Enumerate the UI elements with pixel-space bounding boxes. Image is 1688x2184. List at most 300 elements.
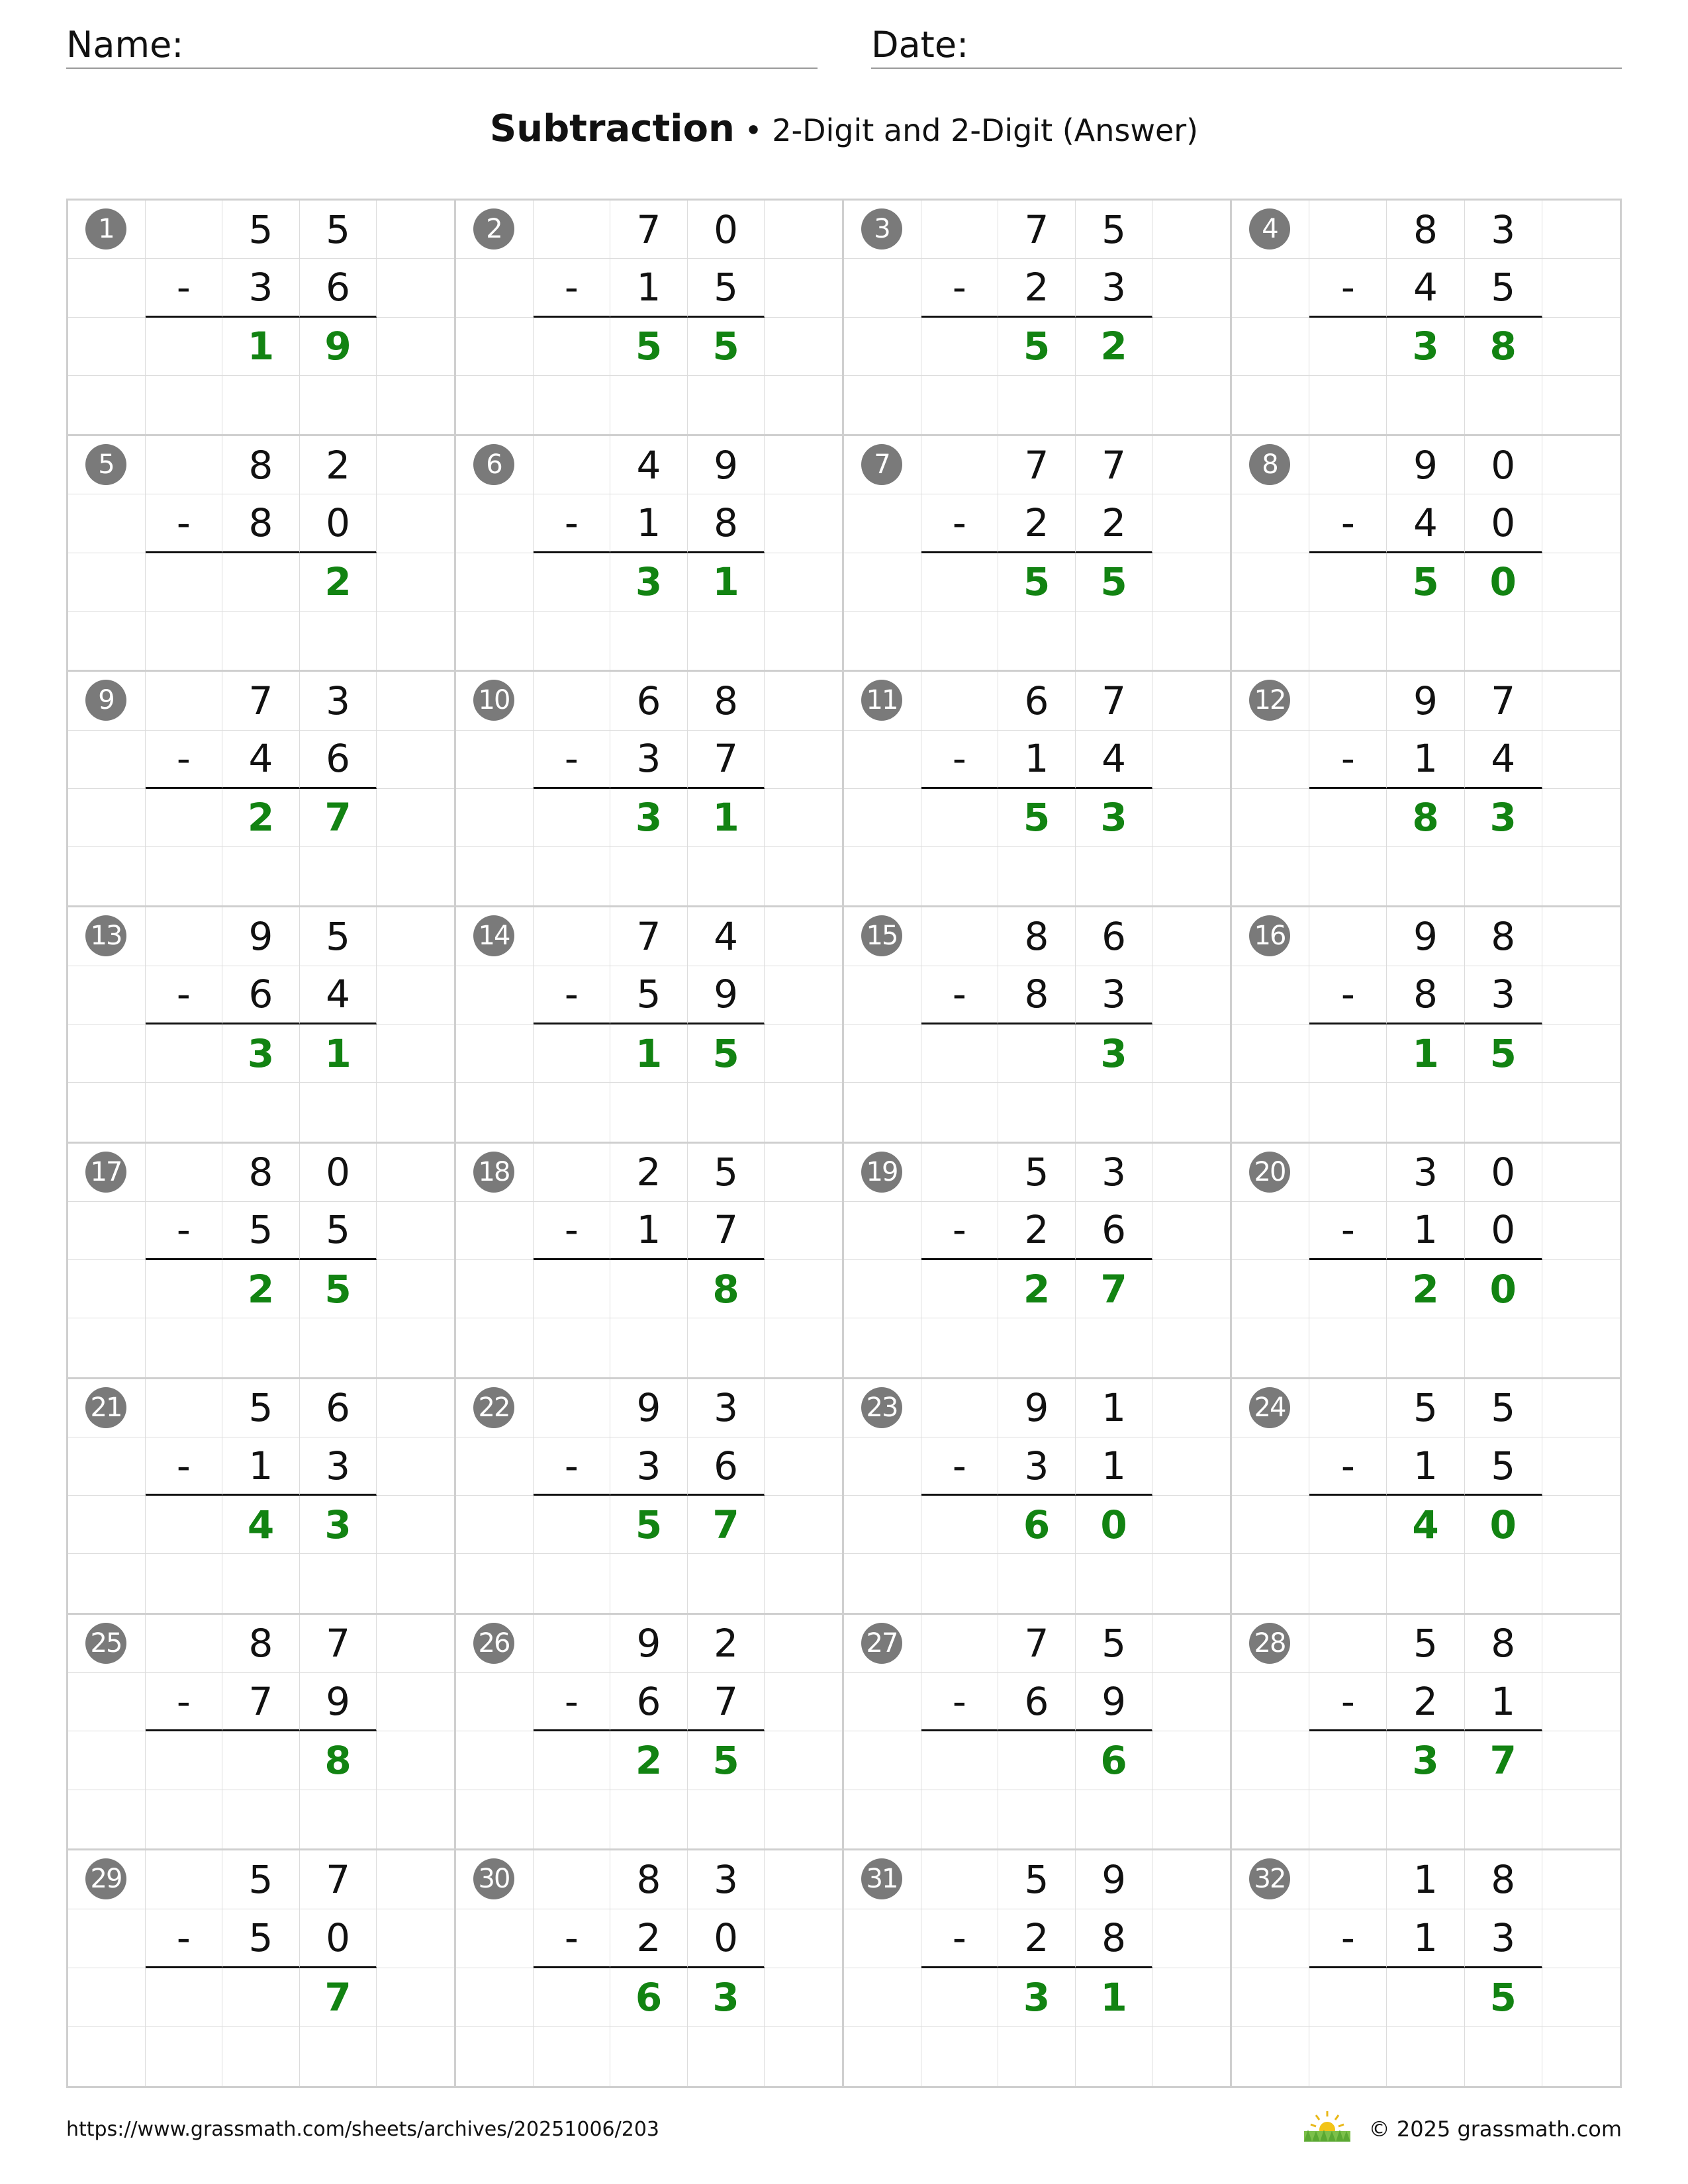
minus-sign: -: [146, 731, 223, 789]
grid-cell: [68, 1909, 146, 1968]
date-label: Date:: [871, 24, 969, 66]
subtrahend-digit: 1: [1387, 1202, 1464, 1260]
grid-cell: [765, 1554, 842, 1612]
grid-cell: [1076, 612, 1153, 670]
grid-cell: [1542, 1554, 1620, 1612]
problem-22: [456, 1379, 844, 1615]
date-field[interactable]: [871, 23, 1622, 69]
grid-cell: [921, 376, 999, 434]
grid-cell: [1152, 1554, 1230, 1612]
answer-digit: 6: [610, 1968, 688, 2027]
grid-cell: [1465, 376, 1542, 434]
answer-digit: 1: [222, 318, 300, 376]
grid-cell: [1542, 494, 1620, 553]
minuend-digit: 9: [222, 907, 300, 966]
problem-number-badge: 9: [85, 680, 126, 721]
problem-27: [844, 1615, 1232, 1850]
grid-cell: [68, 1790, 146, 1848]
minuend-digit: 5: [300, 201, 377, 259]
grid-cell: [1542, 1083, 1620, 1141]
grid-cell: [765, 376, 842, 434]
subtrahend-digit: 2: [610, 1909, 688, 1968]
subtrahend-digit: 1: [610, 259, 688, 317]
grid-cell: [1465, 1083, 1542, 1141]
minuend-digit: 6: [998, 672, 1076, 730]
grid-cell: [921, 1968, 999, 2027]
subtrahend-digit: 4: [300, 966, 377, 1024]
answer-digit: 5: [998, 553, 1076, 612]
subtrahend-digit: 5: [688, 259, 765, 317]
answer-digit: 1: [688, 789, 765, 847]
grid-cell: [998, 1083, 1076, 1141]
answer-digit: 2: [610, 1731, 688, 1790]
grid-cell: [1232, 731, 1309, 789]
problem-9: [68, 672, 456, 907]
grid-cell: [1542, 1850, 1620, 1909]
minuend-digit: 8: [688, 672, 765, 730]
grid-cell: [456, 1318, 534, 1377]
grid-cell: [1542, 259, 1620, 317]
grid-cell: [1542, 847, 1620, 905]
subtrahend-digit: 1: [998, 731, 1076, 789]
minuend-digit: 5: [998, 1144, 1076, 1202]
answer-digit: 7: [688, 1496, 765, 1554]
problem-number-badge: 24: [1249, 1387, 1290, 1428]
subtrahend-digit: 2: [1076, 494, 1153, 553]
subtrahend-digit: 9: [1076, 1673, 1153, 1731]
grid-cell: [222, 1790, 300, 1848]
grid-cell: [1232, 966, 1309, 1024]
grid-cell: [377, 1790, 454, 1848]
grid-cell: [1542, 1318, 1620, 1377]
grid-cell: [222, 2027, 300, 2086]
grid-cell: [1152, 553, 1230, 612]
grid-cell: [146, 553, 223, 612]
minuend-digit: 0: [1465, 436, 1542, 494]
minuend-digit: 6: [610, 672, 688, 730]
grid-cell: [68, 789, 146, 847]
answer-digit: 1: [1076, 1968, 1153, 2027]
minuend-digit: 7: [610, 201, 688, 259]
grid-cell: [921, 789, 999, 847]
grid-cell: [68, 612, 146, 670]
minuend-digit: 1: [1076, 1379, 1153, 1437]
grid-cell: [1309, 376, 1387, 434]
grid-cell: [688, 1318, 765, 1377]
grid-cell: [68, 1731, 146, 1790]
grid-cell: [456, 1202, 534, 1260]
grid-cell: [456, 318, 534, 376]
grid-cell: [1542, 1673, 1620, 1731]
grid-cell: [377, 1144, 454, 1202]
grid-cell: [1542, 612, 1620, 670]
grid-cell: [844, 1673, 921, 1731]
answer-digit: 2: [300, 553, 377, 612]
answer-digit: 7: [1076, 1260, 1153, 1318]
minuend-digit: 9: [688, 436, 765, 494]
problem-7: [844, 436, 1232, 672]
grid-cell: [844, 553, 921, 612]
answer-digit: 5: [998, 318, 1076, 376]
grid-cell: [765, 201, 842, 259]
problem-30: [456, 1850, 844, 2086]
minuend-digit: 5: [1076, 1615, 1153, 1673]
grid-cell: [1152, 789, 1230, 847]
grid-cell: [1542, 553, 1620, 612]
subtrahend-digit: 8: [1387, 966, 1464, 1024]
grid-cell: [456, 2027, 534, 2086]
grid-cell: [534, 1318, 611, 1377]
problem-number-badge: 6: [473, 444, 514, 485]
problem-number-badge: 23: [861, 1387, 902, 1428]
subtrahend-digit: 6: [998, 1673, 1076, 1731]
grid-cell: [1387, 847, 1464, 905]
minuend-digit: 9: [1076, 1850, 1153, 1909]
grid-cell: [610, 1083, 688, 1141]
problem-number-badge: 7: [861, 444, 902, 485]
grid-cell: [688, 612, 765, 670]
subtrahend-digit: 0: [1465, 1202, 1542, 1260]
problem-10: [456, 672, 844, 907]
grid-cell: [534, 847, 611, 905]
answer-digit: 5: [688, 1731, 765, 1790]
grid-cell: [68, 1202, 146, 1260]
grid-cell: [1542, 1437, 1620, 1496]
grid-cell: [688, 1790, 765, 1848]
grid-cell: [456, 1673, 534, 1731]
subtrahend-digit: 6: [300, 259, 377, 317]
minuend-digit: 1: [1387, 1850, 1464, 1909]
answer-digit: 5: [688, 318, 765, 376]
problem-number-badge: 30: [473, 1858, 514, 1899]
problem-6: [456, 436, 844, 672]
grid-cell: [146, 1496, 223, 1554]
problem-number-badge: 20: [1249, 1152, 1290, 1193]
grid-cell: [1232, 612, 1309, 670]
grid-cell: [1232, 318, 1309, 376]
grid-cell: [68, 376, 146, 434]
problem-17: [68, 1144, 456, 1379]
name-field[interactable]: [66, 23, 818, 69]
grid-cell: [456, 966, 534, 1024]
minus-sign: -: [1309, 494, 1387, 553]
grid-cell: [765, 553, 842, 612]
problem-number-badge: 16: [1249, 915, 1290, 956]
grid-cell: [534, 1790, 611, 1848]
grid-cell: [998, 612, 1076, 670]
grid-cell: [765, 1615, 842, 1673]
grid-cell: [300, 376, 377, 434]
minus-sign: -: [534, 494, 611, 553]
minuend-digit: 6: [1076, 907, 1153, 966]
grid-cell: [146, 847, 223, 905]
footer-copyright: © 2025 grassmath.com: [1368, 2116, 1622, 2142]
grid-cell: [765, 1909, 842, 1968]
grid-cell: [146, 1083, 223, 1141]
answer-digit: 5: [610, 318, 688, 376]
answer-digit: 4: [222, 1496, 300, 1554]
subtrahend-digit: 3: [1465, 966, 1542, 1024]
grid-cell: [456, 376, 534, 434]
subtrahend-digit: 8: [688, 494, 765, 553]
subtrahend-digit: 1: [222, 1437, 300, 1496]
answer-digit: 3: [1387, 318, 1464, 376]
answer-digit: 2: [1387, 1260, 1464, 1318]
problem-26: [456, 1615, 844, 1850]
subtrahend-digit: 8: [1076, 1909, 1153, 1968]
minus-sign: -: [534, 259, 611, 317]
minus-sign: -: [1309, 1909, 1387, 1968]
grid-cell: [68, 966, 146, 1024]
answer-digit: 8: [300, 1731, 377, 1790]
minuend-digit: 2: [610, 1144, 688, 1202]
minuend-digit: 9: [1387, 672, 1464, 730]
minus-sign: -: [921, 1437, 999, 1496]
grid-cell: [921, 1024, 999, 1083]
grid-cell: [377, 1731, 454, 1790]
grid-cell: [610, 1790, 688, 1848]
subtrahend-digit: 3: [1076, 259, 1153, 317]
grid-cell: [1309, 1379, 1387, 1437]
subtrahend-digit: 6: [688, 1437, 765, 1496]
grid-cell: [1152, 1673, 1230, 1731]
grid-cell: [1232, 847, 1309, 905]
grid-cell: [222, 612, 300, 670]
grid-cell: [377, 907, 454, 966]
grid-cell: [1232, 1496, 1309, 1554]
grid-cell: [534, 1731, 611, 1790]
grid-cell: [921, 553, 999, 612]
subtrahend-digit: 3: [610, 731, 688, 789]
grid-cell: [377, 201, 454, 259]
grid-cell: [377, 966, 454, 1024]
problem-number-badge: 32: [1249, 1858, 1290, 1899]
grid-cell: [456, 1968, 534, 2027]
grid-cell: [1152, 612, 1230, 670]
problem-number-badge: 31: [861, 1858, 902, 1899]
grid-cell: [1232, 2027, 1309, 2086]
answer-digit: [610, 1260, 688, 1318]
grid-cell: [1232, 259, 1309, 317]
answer-digit: 6: [998, 1496, 1076, 1554]
grid-cell: [765, 789, 842, 847]
grid-cell: [377, 1850, 454, 1909]
grid-cell: [610, 376, 688, 434]
answer-digit: 5: [1465, 1968, 1542, 2027]
answer-digit: 0: [1076, 1496, 1153, 1554]
grid-cell: [765, 1379, 842, 1437]
grid-cell: [377, 318, 454, 376]
grid-cell: [1152, 1968, 1230, 2027]
grid-cell: [222, 376, 300, 434]
answer-digit: 5: [1076, 553, 1153, 612]
grid-cell: [765, 1144, 842, 1202]
grid-cell: [534, 1260, 611, 1318]
problem-18: [456, 1144, 844, 1379]
subtrahend-digit: 1: [1465, 1673, 1542, 1731]
answer-digit: 2: [1076, 318, 1153, 376]
minuend-digit: 5: [688, 1144, 765, 1202]
minuend-digit: 7: [300, 1615, 377, 1673]
grid-cell: [456, 731, 534, 789]
minuend-digit: 9: [610, 1615, 688, 1673]
minuend-digit: 8: [1465, 1850, 1542, 1909]
grid-cell: [765, 847, 842, 905]
grid-cell: [844, 1554, 921, 1612]
grid-cell: [1152, 847, 1230, 905]
grid-cell: [1152, 672, 1230, 730]
subtrahend-digit: 2: [998, 1202, 1076, 1260]
grid-cell: [377, 1615, 454, 1673]
answer-digit: 3: [1076, 1024, 1153, 1083]
problem-grid: [66, 199, 1622, 2088]
grid-cell: [1152, 201, 1230, 259]
grid-cell: [1076, 1318, 1153, 1377]
subtrahend-digit: 1: [1387, 731, 1464, 789]
grid-cell: [68, 1968, 146, 2027]
grid-cell: [844, 847, 921, 905]
grid-cell: [68, 553, 146, 612]
minus-sign: -: [1309, 731, 1387, 789]
problem-1: [68, 201, 456, 436]
grid-cell: [998, 2027, 1076, 2086]
grid-cell: [765, 1437, 842, 1496]
grid-cell: [1309, 1731, 1387, 1790]
grid-cell: [1387, 1083, 1464, 1141]
grid-cell: [610, 1554, 688, 1612]
grid-cell: [921, 907, 999, 966]
grid-cell: [765, 1260, 842, 1318]
title-main: Subtraction: [489, 107, 735, 150]
grid-cell: [1309, 1850, 1387, 1909]
grid-cell: [765, 1850, 842, 1909]
grid-cell: [844, 1024, 921, 1083]
grid-cell: [610, 1318, 688, 1377]
answer-digit: [1387, 1968, 1464, 2027]
title-subtitle: • 2-Digit and 2-Digit (Answer): [744, 113, 1199, 148]
grid-cell: [921, 1144, 999, 1202]
minus-sign: -: [534, 1437, 611, 1496]
minuend-digit: 0: [688, 201, 765, 259]
grid-cell: [534, 436, 611, 494]
grid-cell: [1232, 376, 1309, 434]
minus-sign: -: [146, 1673, 223, 1731]
subtrahend-digit: 7: [688, 1202, 765, 1260]
grid-cell: [844, 1437, 921, 1496]
grid-cell: [1232, 494, 1309, 553]
grid-cell: [1232, 553, 1309, 612]
grid-cell: [1542, 1909, 1620, 1968]
grid-cell: [1387, 1318, 1464, 1377]
grid-cell: [998, 1554, 1076, 1612]
grid-cell: [921, 318, 999, 376]
grid-cell: [456, 553, 534, 612]
grid-cell: [456, 1790, 534, 1848]
subtrahend-digit: 5: [222, 1202, 300, 1260]
grid-cell: [1387, 612, 1464, 670]
answer-digit: 3: [998, 1968, 1076, 2027]
grid-cell: [844, 1731, 921, 1790]
problem-29: [68, 1850, 456, 2086]
minuend-digit: 7: [998, 1615, 1076, 1673]
subtrahend-digit: 8: [222, 494, 300, 553]
grid-cell: [765, 1024, 842, 1083]
grid-cell: [456, 1437, 534, 1496]
grid-cell: [765, 1790, 842, 1848]
grid-cell: [1309, 1968, 1387, 2027]
grid-cell: [456, 1554, 534, 1612]
grid-cell: [921, 1554, 999, 1612]
problem-number-badge: 11: [861, 680, 902, 721]
grid-cell: [68, 1554, 146, 1612]
grid-cell: [765, 436, 842, 494]
answer-digit: [222, 1731, 300, 1790]
subtrahend-digit: 0: [688, 1909, 765, 1968]
minuend-digit: 7: [998, 436, 1076, 494]
grid-cell: [1232, 1260, 1309, 1318]
minuend-digit: 5: [222, 1850, 300, 1909]
subtrahend-digit: 9: [688, 966, 765, 1024]
grid-cell: [1152, 1202, 1230, 1260]
subtrahend-digit: 4: [1387, 259, 1464, 317]
grid-cell: [68, 1260, 146, 1318]
grid-cell: [68, 847, 146, 905]
minus-sign: -: [146, 1202, 223, 1260]
grid-cell: [1309, 1024, 1387, 1083]
grid-cell: [1232, 1790, 1309, 1848]
grid-cell: [844, 1968, 921, 2027]
minus-sign: -: [146, 1909, 223, 1968]
grid-cell: [1309, 1554, 1387, 1612]
minuend-digit: 8: [1465, 1615, 1542, 1673]
problem-number-badge: 15: [861, 915, 902, 956]
answer-digit: 4: [1387, 1496, 1464, 1554]
minuend-digit: 9: [1387, 436, 1464, 494]
grid-cell: [610, 847, 688, 905]
grid-cell: [1309, 907, 1387, 966]
grid-cell: [68, 1496, 146, 1554]
grid-cell: [1152, 1144, 1230, 1202]
subtrahend-digit: 7: [222, 1673, 300, 1731]
grid-cell: [534, 318, 611, 376]
grid-cell: [688, 1554, 765, 1612]
subtrahend-digit: 0: [1465, 494, 1542, 553]
grid-cell: [1542, 1202, 1620, 1260]
grid-cell: [921, 1615, 999, 1673]
grid-cell: [1152, 1024, 1230, 1083]
minuend-digit: 0: [1465, 1144, 1542, 1202]
grid-cell: [1232, 1731, 1309, 1790]
subtrahend-digit: 1: [610, 494, 688, 553]
grid-cell: [1076, 2027, 1153, 2086]
minus-sign: -: [1309, 966, 1387, 1024]
grid-cell: [68, 1024, 146, 1083]
answer-digit: 5: [998, 789, 1076, 847]
minus-sign: -: [1309, 1202, 1387, 1260]
minuend-digit: 9: [998, 1379, 1076, 1437]
grid-cell: [534, 553, 611, 612]
minuend-digit: 5: [222, 201, 300, 259]
grid-cell: [1232, 1024, 1309, 1083]
grid-cell: [610, 2027, 688, 2086]
grid-cell: [921, 612, 999, 670]
grid-cell: [456, 259, 534, 317]
problem-number-badge: 3: [861, 208, 902, 250]
grid-cell: [146, 1024, 223, 1083]
answer-digit: 5: [300, 1260, 377, 1318]
answer-digit: [222, 1968, 300, 2027]
grid-cell: [1152, 966, 1230, 1024]
